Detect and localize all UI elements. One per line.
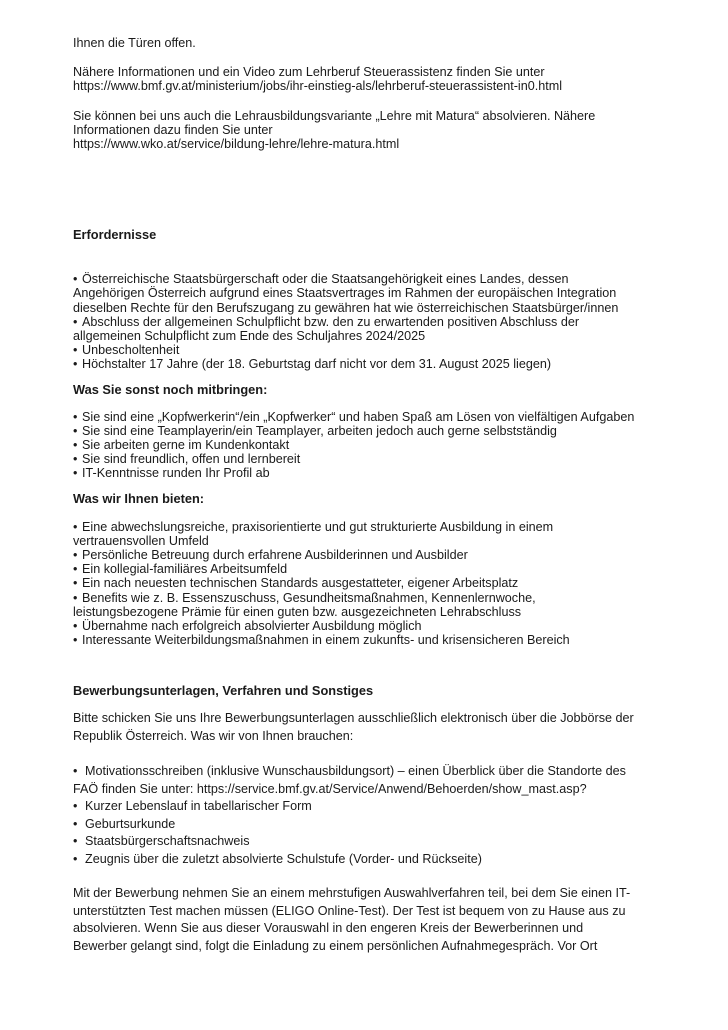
requirements-heading: Erfordernisse [73,227,157,243]
list-item: • Abschluss der allgemeinen Schulpflicht bzw. den zu erwartenden positiven Abschluss der [73,314,580,329]
document-page [73,36,693,955]
list-item: • Sie sind eine „Kopfwerkerin“/ein „Kopfwerker“ und haben Spaß am Lösen von vielfältigen Aufgaben [73,409,635,424]
process-line: Bewerber gelangt sind, folgt die Einladung zu einem persönlichen Aufnahmegespräch. Vor Ort [73,938,598,953]
list-item: • Sie arbeiten gerne im Kundenkontakt [73,438,290,453]
matura-text-line2: Informationen dazu finden Sie unter [73,122,273,137]
offer-list [73,520,693,648]
process-line: unterstützten Test machen müssen (ELIGO Online-Test). Der Test ist bequem von zu Hause aus zu [73,903,626,918]
list-item: • Höchstalter 17 Jahre (der 18. Geburtstag darf nicht vor dem 31. August 2025 liegen) [73,357,552,372]
application-list [73,763,693,868]
matura-text-line1: Sie können bei uns auch die Lehrausbildungsvariante „Lehre mit Matura“ absolvieren. Nähere [73,108,596,123]
list-item-continuation: Angehörigen Österreich aufgrund eines Staatsvertrages im Rahmen der europäischen Integration [73,286,617,301]
requirements-list [73,272,693,371]
list-item: • Übernahme nach erfolgreich absolvierter Ausbildung möglich [73,619,422,634]
application-intro-line2: Republik Österreich. Was wir von Ihnen brauchen: [73,728,354,743]
list-item: • Motivationsschreiben (inklusive Wunschausbildungsort) – einen Überblick über die Standorte des [73,764,626,779]
application-process-paragraph [73,885,693,955]
list-item-continuation: vertrauensvollen Umfeld [73,533,209,548]
bring-heading: Was Sie sonst noch mitbringen: [73,381,268,397]
list-item: • IT-Kenntnisse runden Ihr Profil ab [73,466,270,481]
list-item: • Unbescholtenheit [73,343,180,358]
bring-list [73,410,693,481]
process-line: absolvieren. Wenn Sie aus dieser Vorauswahl in den engeren Kreis der Bewerberinnen und [73,921,584,936]
list-item: • Ein kollegial-familiäres Arbeitsumfeld [73,562,288,577]
list-item: • Interessante Weiterbildungsmaßnahmen in einem zukunfts- und krisensicheren Bereich [73,633,570,648]
list-item: • Geburtsurkunde [73,816,176,831]
list-item: • Eine abwechslungsreiche, praxisorientierte und gut strukturierte Ausbildung in einem [73,519,554,534]
list-item: • Benefits wie z. B. Essenszuschuss, Gesundheitsmaßnahmen, Kennenlernwoche, [73,590,536,605]
list-item: • Staatsbürgerschaftsnachweis [73,834,250,849]
info-video-url[interactable]: https://www.bmf.gv.at/ministerium/jobs/ihr-einstieg-als/lehrberuf-steuerassistent-in0.html [73,79,563,94]
list-item-continuation: leistungsbezogene Prämie für einen guten bzw. ausgezeichneten Lehrabschluss [73,604,522,619]
list-item-continuation: dieselben Rechte für den Berufszugang zu gewähren hat wie österreichischen Staatsbürger/innen [73,300,619,315]
process-line: Mit der Bewerbung nehmen Sie an einem mehrstufigen Auswahlverfahren teil, bei dem Sie einen IT- [73,886,631,901]
list-item: • Sie sind eine Teamplayerin/ein Teamplayer, arbeiten jedoch auch gerne selbstständig [73,423,557,438]
list-item: • Sie sind freundlich, offen und lernbereit [73,452,301,467]
application-heading: Bewerbungsunterlagen, Verfahren und Sonstiges [73,683,374,699]
list-item: • Kurzer Lebenslauf in tabellarischer Form [73,799,312,814]
list-item-continuation: FAÖ finden Sie unter: https://service.bmf.gv.at/Service/Anwend/Behoerden/show_mast.asp? [73,781,587,796]
list-item-continuation: allgemeinen Schulpflicht zum Ende des Schuljahres 2024/2025 [73,329,426,344]
application-intro-line1: Bitte schicken Sie uns Ihre Bewerbungsunterlagen ausschließlich elektronisch über die Jobbörse der [73,711,634,726]
list-item: • Ein nach neuesten technischen Standards ausgestatteter, eigener Arbeitsplatz [73,576,519,591]
intro-doors-text: Ihnen die Türen offen. [73,36,196,50]
list-item: • Persönliche Betreuung durch erfahrene Ausbilderinnen und Ausbilder [73,548,468,563]
bullet: • [73,272,78,287]
matura-url[interactable]: https://www.wko.at/service/bildung-lehre/lehre-matura.html [73,137,400,152]
offer-heading: Was wir Ihnen bieten: [73,490,205,506]
list-item: • Zeugnis über die zuletzt absolvierte Schulstufe (Vorder- und Rückseite) [73,851,482,866]
list-item: • Österreichische Staatsbürgerschaft oder die Staatsangehörigkeit eines Landes, dessen [73,272,569,287]
info-video-text: Nähere Informationen und ein Video zum Lehrberuf Steuerassistenz finden Sie unter [73,65,545,80]
